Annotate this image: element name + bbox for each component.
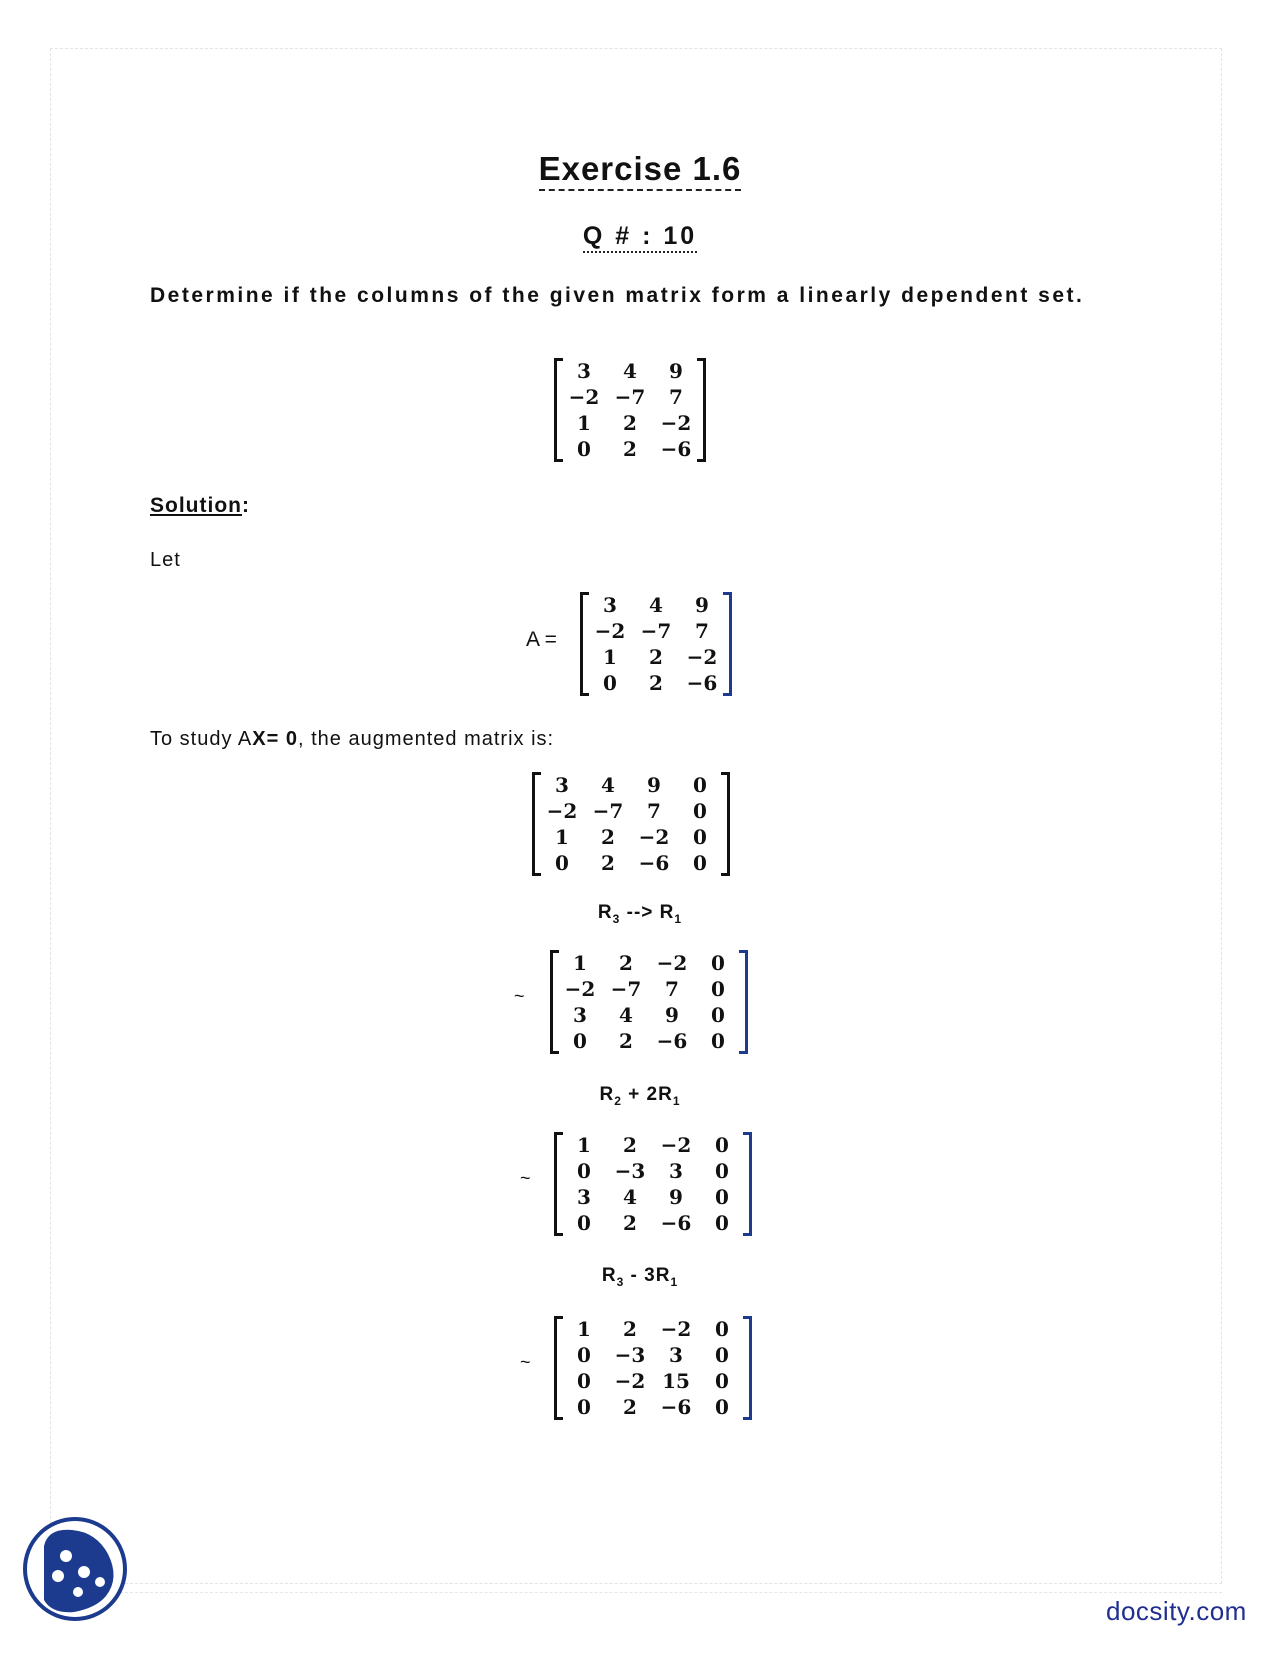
matrix-cell: 0 (693, 851, 707, 875)
row-operation-3: $R_3 - 3R_1$ (601, 1265, 679, 1289)
matrix-cell: 1 (603, 645, 617, 669)
matrix-cell: 7 (669, 385, 683, 409)
matrix-cell: 0 (577, 437, 591, 461)
matrix-cell: 2 (623, 437, 637, 461)
matrix-grid (541, 772, 721, 876)
docsity-link[interactable]: docsity.com (1106, 1596, 1247, 1626)
matrix-cell: 9 (665, 1003, 679, 1027)
matrix-cell: 4 (601, 773, 615, 797)
matrix-cell: 2 (649, 645, 663, 669)
matrix-cell: 0 (715, 1317, 729, 1341)
matrix-cell: 4 (623, 359, 637, 383)
left-bracket (532, 772, 541, 876)
matrix-cell: 0 (577, 1343, 591, 1367)
matrix-cell: 1 (577, 1133, 591, 1157)
matrix-cell: −6 (660, 437, 692, 461)
right-bracket (743, 1316, 752, 1420)
right-bracket (697, 358, 706, 462)
matrix-cell: −7 (640, 619, 672, 643)
tilde-symbol: ~ (520, 1352, 531, 1372)
matrix-a-label: A = (526, 628, 557, 651)
left-bracket (580, 592, 589, 696)
matrix-cell: −2 (568, 385, 600, 409)
matrix-cell: 0 (693, 773, 707, 797)
matrix-cell: 0 (603, 671, 617, 695)
matrix-cell: 0 (711, 951, 725, 975)
matrix-cell: 2 (623, 1395, 637, 1419)
matrix-cell: 0 (715, 1185, 729, 1209)
matrix-cell: −3 (614, 1159, 646, 1183)
augmented-matrix (532, 772, 730, 876)
matrix-cell: −3 (614, 1343, 646, 1367)
matrix-cell: −2 (656, 951, 688, 975)
matrix-cell: −7 (610, 977, 642, 1001)
matrix-cell: 9 (669, 1185, 683, 1209)
matrix-grid (563, 1316, 743, 1420)
matrix-cell: 0 (715, 1343, 729, 1367)
matrix-cell: −2 (686, 645, 718, 669)
matrix-cell: 0 (711, 1003, 725, 1027)
matrix-cell: 2 (623, 1133, 637, 1157)
left-bracket (554, 1132, 563, 1236)
matrix-cell: 0 (711, 977, 725, 1001)
matrix-cell: −6 (686, 671, 718, 695)
solution-heading: Solution: (150, 494, 250, 517)
matrix-grid (563, 1132, 743, 1236)
matrix-cell: −6 (656, 1029, 688, 1053)
matrix-cell: 7 (695, 619, 709, 643)
row-operation-1: $R_3$ --> $R_1$ (597, 902, 683, 926)
matrix-cell: −2 (564, 977, 596, 1001)
matrix-cell: 0 (577, 1395, 591, 1419)
matrix-cell: 9 (695, 593, 709, 617)
tilde-symbol: ~ (514, 986, 525, 1006)
matrix-cell: −2 (660, 1317, 692, 1341)
page-title: Exercise 1.6 (0, 150, 1280, 188)
left-bracket (554, 1316, 563, 1420)
matrix-cell: −7 (614, 385, 646, 409)
matrix-cell: 3 (603, 593, 617, 617)
matrix-cell: −6 (660, 1211, 692, 1235)
step2-matrix (554, 1132, 752, 1236)
matrix-cell: 7 (665, 977, 679, 1001)
matrix-cell: 1 (555, 825, 569, 849)
matrix-cell: 0 (577, 1211, 591, 1235)
matrix-cell: 15 (662, 1369, 690, 1393)
matrix-cell: 7 (647, 799, 661, 823)
right-bracket (739, 950, 748, 1054)
matrix-cell: 0 (555, 851, 569, 875)
matrix-cell: 3 (577, 1185, 591, 1209)
given-matrix (554, 358, 706, 462)
matrix-cell: 2 (601, 825, 615, 849)
right-bracket (743, 1132, 752, 1236)
matrix-grid (563, 358, 697, 462)
left-bracket (550, 950, 559, 1054)
question-number: Q # : 10 (0, 222, 1280, 251)
matrix-cell: 0 (577, 1159, 591, 1183)
matrix-cell: 0 (715, 1395, 729, 1419)
right-bracket (723, 592, 732, 696)
matrix-cell: −2 (614, 1369, 646, 1393)
matrix-cell: 0 (715, 1369, 729, 1393)
matrix-cell: 2 (623, 1211, 637, 1235)
matrix-cell: 0 (693, 799, 707, 823)
matrix-cell: 9 (669, 359, 683, 383)
right-bracket (721, 772, 730, 876)
matrix-cell: 4 (649, 593, 663, 617)
matrix-cell: −6 (660, 1395, 692, 1419)
matrix-cell: 1 (577, 1317, 591, 1341)
matrix-cell: 3 (577, 359, 591, 383)
step3-matrix (554, 1316, 752, 1420)
matrix-cell: −6 (638, 851, 670, 875)
matrix-grid (589, 592, 723, 696)
matrix-cell: 0 (715, 1133, 729, 1157)
step1-matrix (550, 950, 748, 1054)
matrix-cell: 2 (649, 671, 663, 695)
footer-divider (50, 1592, 1222, 1593)
matrix-cell: 2 (623, 411, 637, 435)
matrix-grid (559, 950, 739, 1054)
matrix-cell: 4 (619, 1003, 633, 1027)
matrix-a (580, 592, 732, 696)
matrix-cell: 3 (669, 1343, 683, 1367)
matrix-cell: 2 (619, 951, 633, 975)
matrix-cell: 3 (573, 1003, 587, 1027)
matrix-cell: −2 (594, 619, 626, 643)
docsity-logo-icon[interactable] (22, 1516, 128, 1622)
matrix-cell: 0 (573, 1029, 587, 1053)
matrix-cell: 0 (715, 1159, 729, 1183)
row-operation-2: $R_2 + 2R_1$ (599, 1084, 681, 1108)
matrix-cell: −2 (660, 1133, 692, 1157)
matrix-cell: 4 (623, 1185, 637, 1209)
matrix-cell: 0 (715, 1211, 729, 1235)
matrix-cell: −2 (638, 825, 670, 849)
tilde-symbol: ~ (520, 1168, 531, 1188)
matrix-cell: 2 (601, 851, 615, 875)
matrix-cell: 3 (669, 1159, 683, 1183)
matrix-cell: −7 (592, 799, 624, 823)
matrix-cell: −2 (660, 411, 692, 435)
question-text: Determine if the columns of the given matrix form a linearly dependent set. (150, 284, 1085, 307)
matrix-cell: 0 (693, 825, 707, 849)
left-bracket (554, 358, 563, 462)
matrix-cell: −2 (546, 799, 578, 823)
matrix-cell: 9 (647, 773, 661, 797)
matrix-cell: 2 (619, 1029, 633, 1053)
let-text: Let (150, 549, 181, 571)
matrix-cell: 2 (623, 1317, 637, 1341)
matrix-cell: 1 (573, 951, 587, 975)
matrix-cell: 0 (711, 1029, 725, 1053)
matrix-cell: 1 (577, 411, 591, 435)
matrix-cell: 3 (555, 773, 569, 797)
matrix-cell: 0 (577, 1369, 591, 1393)
study-text: To study AX= 0, the augmented matrix is: (150, 728, 555, 750)
